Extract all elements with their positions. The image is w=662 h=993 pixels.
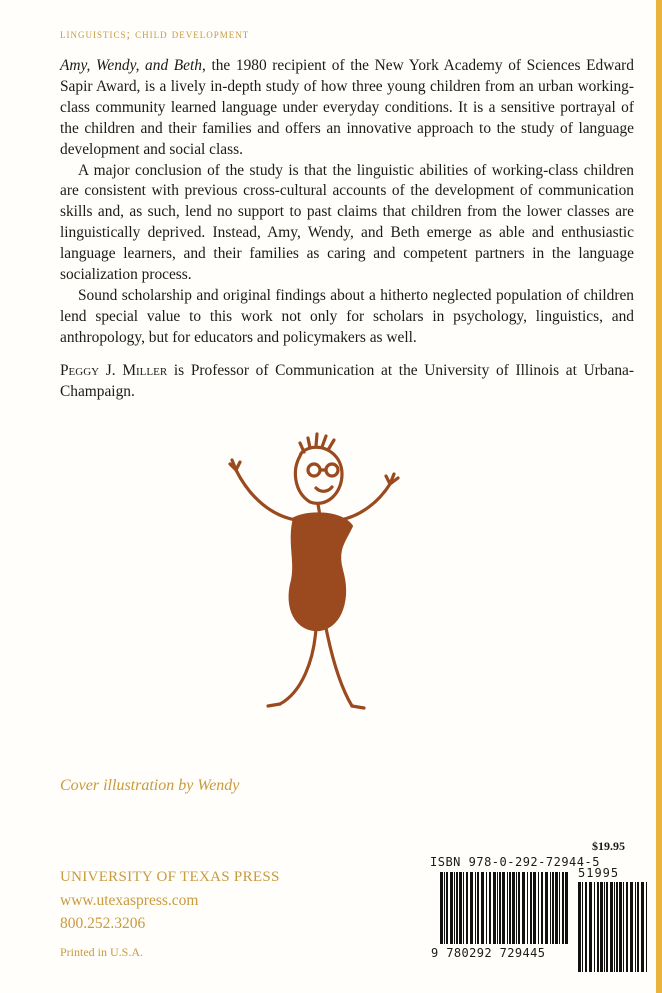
isbn-text: ISBN 978-0-292-72944-5 — [430, 855, 600, 869]
barcode-bar — [481, 872, 484, 944]
barcode-bar — [522, 872, 525, 944]
barcode-bar — [499, 872, 501, 944]
barcode-bar — [486, 872, 487, 944]
barcode-bar — [446, 872, 448, 944]
barcode-bar — [538, 872, 539, 944]
barcode-bar — [470, 872, 473, 944]
barcode-bar — [475, 872, 476, 944]
back-cover-blurb — [60, 56, 634, 403]
barcode-bar — [646, 882, 647, 972]
author-bio-text: is Professor of Communication at the University of Illinois at Urbana-Champaign. — [60, 361, 634, 400]
price-addon-barcode — [578, 882, 650, 972]
barcode-bar — [578, 882, 581, 972]
barcode-bar — [641, 882, 644, 972]
barcode-bar — [585, 882, 587, 972]
barcode-bar — [635, 882, 636, 972]
child-drawing-illustration — [222, 430, 408, 722]
barcode-bar — [594, 882, 595, 972]
barcode-bar — [533, 872, 536, 944]
barcode-bar — [527, 872, 528, 944]
barcode-bar — [637, 882, 639, 972]
isbn-barcode — [440, 872, 570, 944]
price: $19.95 — [592, 839, 625, 853]
barcode-bar — [493, 872, 496, 944]
barcode-bar — [440, 872, 443, 944]
barcode-bar — [512, 872, 515, 944]
book-title: Amy, Wendy, and Beth — [60, 57, 202, 74]
barcode-bar — [507, 872, 508, 944]
barcode-bar — [606, 882, 608, 972]
barcode-bar — [497, 872, 498, 944]
barcode-bar — [550, 872, 551, 944]
barcode-bar — [630, 882, 633, 972]
illustration-caption: Cover illustration by Wendy — [60, 777, 240, 794]
barcode-bar — [454, 872, 455, 944]
barcode-bar — [456, 872, 458, 944]
barcode-bar — [619, 882, 622, 972]
barcode-bar — [600, 882, 603, 972]
barcode-bar — [616, 882, 618, 972]
barcode-bar — [541, 872, 543, 944]
publisher-name: UNIVERSITY OF TEXAS PRESS — [60, 869, 280, 885]
barcode-bar — [459, 872, 462, 944]
barcode-bar — [516, 872, 517, 944]
barcode-bar — [489, 872, 491, 944]
publisher-url: www.utexaspress.com — [60, 892, 199, 909]
blurb-paragraph-1 — [60, 56, 634, 161]
barcode-digits: 9 780292 729445 — [431, 946, 546, 960]
printed-in: Printed in U.S.A. — [60, 945, 144, 959]
author-name: Peggy J. Miller — [60, 361, 168, 379]
barcode-bar — [589, 882, 592, 972]
barcode-bar — [555, 872, 558, 944]
publisher-block — [60, 866, 280, 935]
barcode-bar — [477, 872, 479, 944]
blurb-paragraph-2: A major conclusion of the study is that the linguistic abilities of working-class children are consistent with previous cross-cultural accounts of the development of communication skills and, as such, lend no support to past claims that children from the lower classes are linguistically deprived. Instead, Amy, Wendy, and Beth emerge as able and enthusiastic language learners, and their families as caring and competent partners in the language socialization process. — [60, 161, 634, 284]
blurb-paragraph-1-text: , the 1980 recipient of the New York Academy of Sciences Edward Sapir Award, is a lively in-depth study of how three young children from an urban working-class community learned language under everyday conditions. It is a sensitive portrayal of the children and their families and offers an innovative approach to the study of language development and social class. — [60, 57, 634, 158]
barcode-bar — [565, 872, 568, 944]
barcode-bar — [530, 872, 532, 944]
barcode-bar — [559, 872, 560, 944]
barcode-bar — [614, 882, 615, 972]
author-bio — [60, 361, 634, 403]
barcode-bar — [518, 872, 520, 944]
barcode-bar — [597, 882, 599, 972]
spine-edge-stripe — [656, 0, 662, 993]
barcode-bar — [604, 882, 605, 972]
barcode-bar — [463, 872, 464, 944]
subject-category: linguistics; child development — [60, 27, 250, 41]
barcode-bar — [466, 872, 468, 944]
barcode-bar — [502, 872, 505, 944]
barcode-bar — [509, 872, 511, 944]
barcode-bar — [626, 882, 628, 972]
barcode-bar — [623, 882, 624, 972]
barcode-bar — [562, 872, 564, 944]
barcode-bar — [450, 872, 453, 944]
price-addon-digits: 51995 — [578, 866, 620, 880]
barcode-bar — [444, 872, 445, 944]
barcode-bar — [552, 872, 554, 944]
barcode-bar — [610, 882, 613, 972]
publisher-phone: 800.252.3206 — [60, 915, 146, 932]
blurb-paragraph-3: Sound scholarship and original findings about a hitherto neglected population of children lend special value to this work not only for scholars in psychology, linguistics, and anthropology, but for educators and policymakers as well. — [60, 286, 634, 346]
barcode-bar — [582, 882, 583, 972]
barcode-bar — [545, 872, 548, 944]
